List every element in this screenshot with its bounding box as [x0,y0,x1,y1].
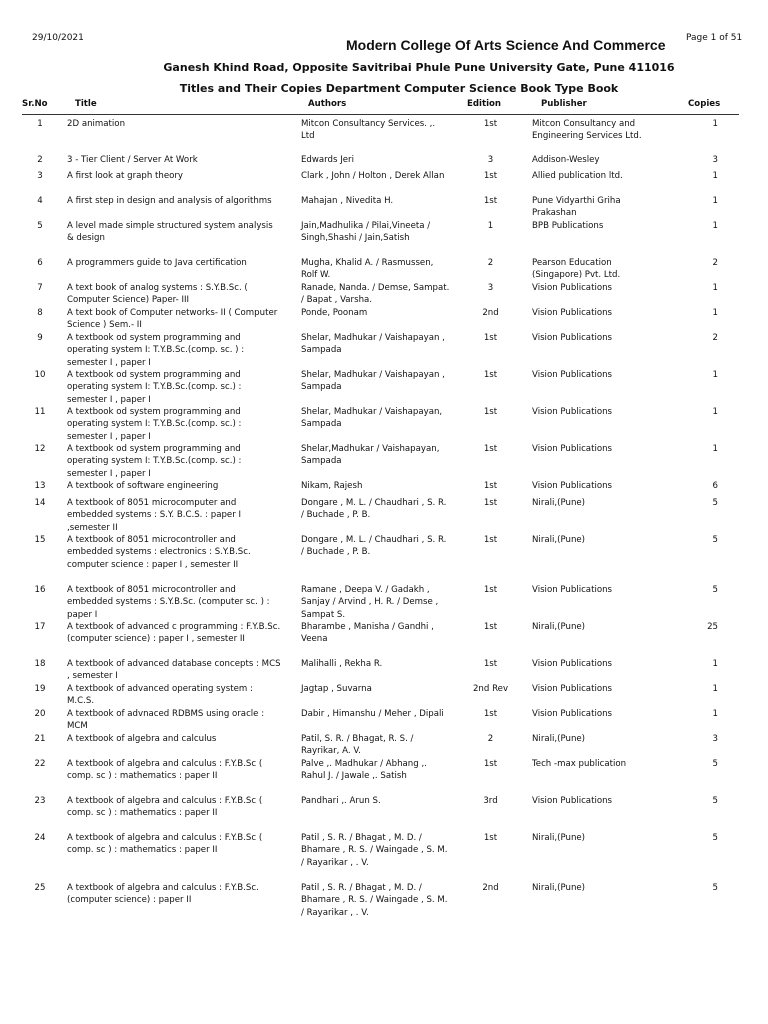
row-srno: 3 [37,171,43,181]
row-authors: Ramane , Deepa V. / Gadakh , Sanjay / Arvind , H. R. / Demse , Sampat S. [301,585,439,620]
row-title: A textbook of algebra and calculus : F.Y.B.Sc ( comp. sc ) : mathematics : paper II [67,833,263,856]
row-title: A textbook of advanced c programming : F.Y.B.Sc.(computer science) : paper I , semester II [67,622,281,645]
row-publisher: Addison-Wesley [532,155,600,165]
row-copies: 5 [712,585,718,595]
row-authors: Jain,Madhulika / Pilai,Vineeta / Singh,Shashi / Jain,Satish [301,221,431,244]
row-authors: Palve ,. Madhukar / Abhang ,. Rahul J. / Jawale ,. Satish [301,759,427,782]
row-publisher: Vision Publications [532,308,613,318]
row-srno: 11 [34,407,46,417]
print-date: 29/10/2021 [32,33,84,43]
report-title: Titles and Their Copies Department Computer Science Book Type Book [179,82,619,95]
row-copies: 1 [712,407,718,417]
page-number: Page 1 of 51 [686,33,743,43]
row-publisher: Tech -max publication [532,759,627,769]
row-copies: 2 [712,333,718,343]
row-title: A textbook of 8051 microcontroller and embedded systems : electronics : S.Y.B.Sc. computer science : paper I , semester II [67,535,251,570]
row-authors: Ponde, Poonam [301,308,368,318]
row-edition: 2nd [482,308,499,318]
row-srno: 5 [37,221,43,231]
row-edition: 2nd [482,883,499,893]
row-edition: 1st [483,407,498,417]
row-edition: 1st [483,171,498,181]
row-srno: 24 [34,833,46,843]
row-publisher: Nirali,(Pune) [532,734,586,744]
row-authors: Shelar, Madhukar / Vaishapayan , Sampada [301,333,445,356]
row-title: A textbook od system programming and operating system I: T.Y.B.Sc.(comp. sc.) : semester I , paper I [67,444,242,479]
row-edition: 2 [487,258,494,268]
row-srno: 6 [37,258,43,268]
row-copies: 5 [712,883,718,893]
row-edition: 3 [487,155,494,165]
row-copies: 2 [712,258,718,268]
row-publisher: Nirali,(Pune) [532,498,586,508]
column-header-authors: Authors [308,99,347,109]
row-publisher: Pearson Education (Singapore) Pvt. Ltd. [532,258,621,281]
row-copies: 1 [712,370,718,380]
row-edition: 1st [483,481,498,491]
row-authors: Dongare , M. L. / Chaudhari , S. R. / Buchade , P. B. [301,535,447,558]
row-authors: Mahajan , Nivedita H. [301,196,394,206]
college-name: Modern College Of Arts Science And Commerce [346,37,666,53]
row-edition: 1st [483,333,498,343]
row-srno: 21 [34,734,46,744]
row-publisher: Vision Publications [532,283,613,293]
row-title: A first step in design and analysis of algorithms [67,196,272,206]
row-publisher: Vision Publications [532,407,613,417]
row-title: A textbook od system programming and operating system I: T.Y.B.Sc.(comp. sc. ) : semester I , paper I [67,333,245,368]
row-title: A programmers guide to Java certification [67,258,247,268]
row-authors: Clark , John / Holton , Derek Allan [301,171,445,181]
row-authors: Dabir , Himanshu / Meher , Dipali [301,709,444,719]
row-edition: 1st [483,759,498,769]
row-title: A textbook of algebra and calculus : F.Y.B.Sc ( comp. sc ) : mathematics : paper II [67,759,263,782]
row-title: A text book of Computer networks- II ( Computer Science ) Sem.- II [67,308,278,331]
row-title: A textbook of advanced operating system : M.C.S. [67,684,253,707]
row-authors: Ranade, Nanda. / Demse, Sampat. / Bapat , Varsha. [301,283,450,306]
row-publisher: Vision Publications [532,796,613,806]
row-authors: Patil , S. R. / Bhagat , M. D. / Bhamare , R. S. / Waingade , S. M. / Rayarikar , . V. [301,833,448,868]
row-title: A textbook of algebra and calculus [67,734,217,744]
row-authors: Nikam, Rajesh [301,481,363,491]
row-edition: 1st [483,444,498,454]
row-srno: 10 [34,370,46,380]
row-publisher: Mitcon Consultancy and Engineering Services Ltd. [532,119,642,142]
row-copies: 1 [712,444,718,454]
row-authors: Shelar, Madhukar / Vaishapayan, Sampada [301,407,443,430]
row-title: A textbook of advnaced RDBMS using oracle : MCM [67,709,265,732]
row-publisher: Nirali,(Pune) [532,833,586,843]
row-title: A textbook of advanced database concepts : MCS , semester I [67,659,281,682]
row-publisher: Vision Publications [532,684,613,694]
header-divider [22,114,739,115]
row-publisher: Vision Publications [532,370,613,380]
column-header-edition: Edition [467,99,502,109]
row-edition: 3rd [483,796,498,806]
row-authors: Edwards Jeri [301,155,354,165]
row-title: A textbook of software engineering [67,481,219,491]
row-copies: 1 [712,283,718,293]
row-srno: 17 [34,622,46,632]
row-copies: 1 [712,308,718,318]
row-edition: 1 [487,221,494,231]
row-title: 3 - Tier Client / Server At Work [67,155,198,165]
row-copies: 1 [712,659,718,669]
row-edition: 1st [483,833,498,843]
row-copies: 5 [712,759,718,769]
row-title: A textbook of 8051 microcomputer and embedded systems : S.Y. B.C.S. : paper I ,semester II [67,498,242,533]
row-copies: 5 [712,833,718,843]
row-publisher: Vision Publications [532,333,613,343]
column-header-title: Title [75,99,97,109]
row-publisher: Vision Publications [532,659,613,669]
row-copies: 1 [712,171,718,181]
row-copies: 1 [712,119,718,129]
row-publisher: Allied publication ltd. [532,171,623,181]
row-publisher: Nirali,(Pune) [532,883,586,893]
row-authors: Bharambe , Manisha / Gandhi , Veena [301,622,434,645]
row-copies: 3 [712,155,718,165]
row-srno: 15 [34,535,46,545]
row-copies: 3 [712,734,718,744]
row-authors: Jagtap , Suvarna [301,684,372,694]
row-authors: Mugha, Khalid A. / Rasmussen, Rolf W. [301,258,434,281]
row-edition: 1st [483,659,498,669]
column-header-srno: Sr.No [22,99,48,109]
row-publisher: Vision Publications [532,585,613,595]
row-publisher: Pune Vidyarthi Griha Prakashan [532,196,621,219]
row-authors: Dongare , M. L. / Chaudhari , S. R. / Buchade , P. B. [301,498,447,521]
row-srno: 25 [34,883,46,893]
row-edition: 1st [483,498,498,508]
college-address: Ganesh Khind Road, Opposite Savitribai Phule Pune University Gate, Pune 411016 [163,61,675,74]
row-edition: 1st [483,370,498,380]
row-srno: 20 [34,709,46,719]
row-edition: 1st [483,535,498,545]
row-copies: 1 [712,196,718,206]
row-copies: 1 [712,709,718,719]
row-title: 2D animation [67,119,126,129]
row-srno: 14 [34,498,46,508]
row-publisher: Nirali,(Pune) [532,535,586,545]
row-authors: Patil, S. R. / Bhagat, R. S. / Rayrikar, A. V. [301,734,414,757]
row-edition: 1st [483,709,498,719]
row-srno: 2 [37,155,43,165]
row-copies: 5 [712,796,718,806]
row-edition: 3 [487,283,494,293]
row-srno: 8 [37,308,43,318]
row-srno: 22 [34,759,46,769]
row-authors: Pandhari ,. Arun S. [301,796,381,806]
row-srno: 19 [34,684,46,694]
row-copies: 1 [712,684,718,694]
row-srno: 1 [37,119,43,129]
row-authors: Shelar,Madhukar / Vaishapayan, Sampada [301,444,440,467]
row-authors: Malihalli , Rekha R. [301,659,383,669]
column-header-publisher: Publisher [541,99,587,109]
row-publisher: BPB Publications [532,221,604,231]
row-title: A textbook od system programming and operating system I: T.Y.B.Sc.(comp. sc.) : semester I , paper I [67,370,242,405]
row-title: A textbook of algebra and calculus : F.Y.B.Sc ( comp. sc ) : mathematics : paper II [67,796,263,819]
row-srno: 12 [34,444,46,454]
row-srno: 4 [37,196,43,206]
row-publisher: Nirali,(Pune) [532,622,586,632]
row-title: A text book of analog systems : S.Y.B.Sc. ( Computer Science) Paper- III [67,283,248,306]
column-header-copies: Copies [688,99,721,109]
row-copies: 5 [712,498,718,508]
row-edition: 2 [487,734,494,744]
row-publisher: Vision Publications [532,709,613,719]
row-authors: Patil , S. R. / Bhagat , M. D. / Bhamare , R. S. / Waingade , S. M. / Rayarikar , . V. [301,883,448,918]
row-srno: 23 [34,796,46,806]
row-srno: 7 [37,283,43,293]
row-copies: 1 [712,221,718,231]
row-srno: 18 [34,659,46,669]
row-copies: 5 [712,535,718,545]
row-title: A textbook of algebra and calculus : F.Y.B.Sc.(computer science) : paper II [67,883,259,906]
row-srno: 9 [37,333,43,343]
row-publisher: Vision Publications [532,481,613,491]
row-title: A level made simple structured system analysis & design [67,221,273,244]
row-publisher: Vision Publications [532,444,613,454]
row-authors: Mitcon Consultancy Services. ,. Ltd [301,119,436,142]
row-authors: Shelar, Madhukar / Vaishapayan , Sampada [301,370,445,393]
row-edition: 1st [483,585,498,595]
row-title: A textbook od system programming and operating system I: T.Y.B.Sc.(comp. sc.) : semester I , paper I [67,407,242,442]
row-edition: 2nd Rev [472,684,509,694]
row-edition: 1st [483,622,498,632]
row-title: A first look at graph theory [67,171,183,181]
row-copies: 25 [707,622,718,632]
row-edition: 1st [483,196,498,206]
row-srno: 13 [34,481,46,491]
row-copies: 6 [712,481,718,491]
row-edition: 1st [483,119,498,129]
row-title: A textbook of 8051 microcontroller and embedded systems : S.Y.B.Sc. (computer sc. ) : paper I [67,585,270,620]
row-srno: 16 [34,585,46,595]
